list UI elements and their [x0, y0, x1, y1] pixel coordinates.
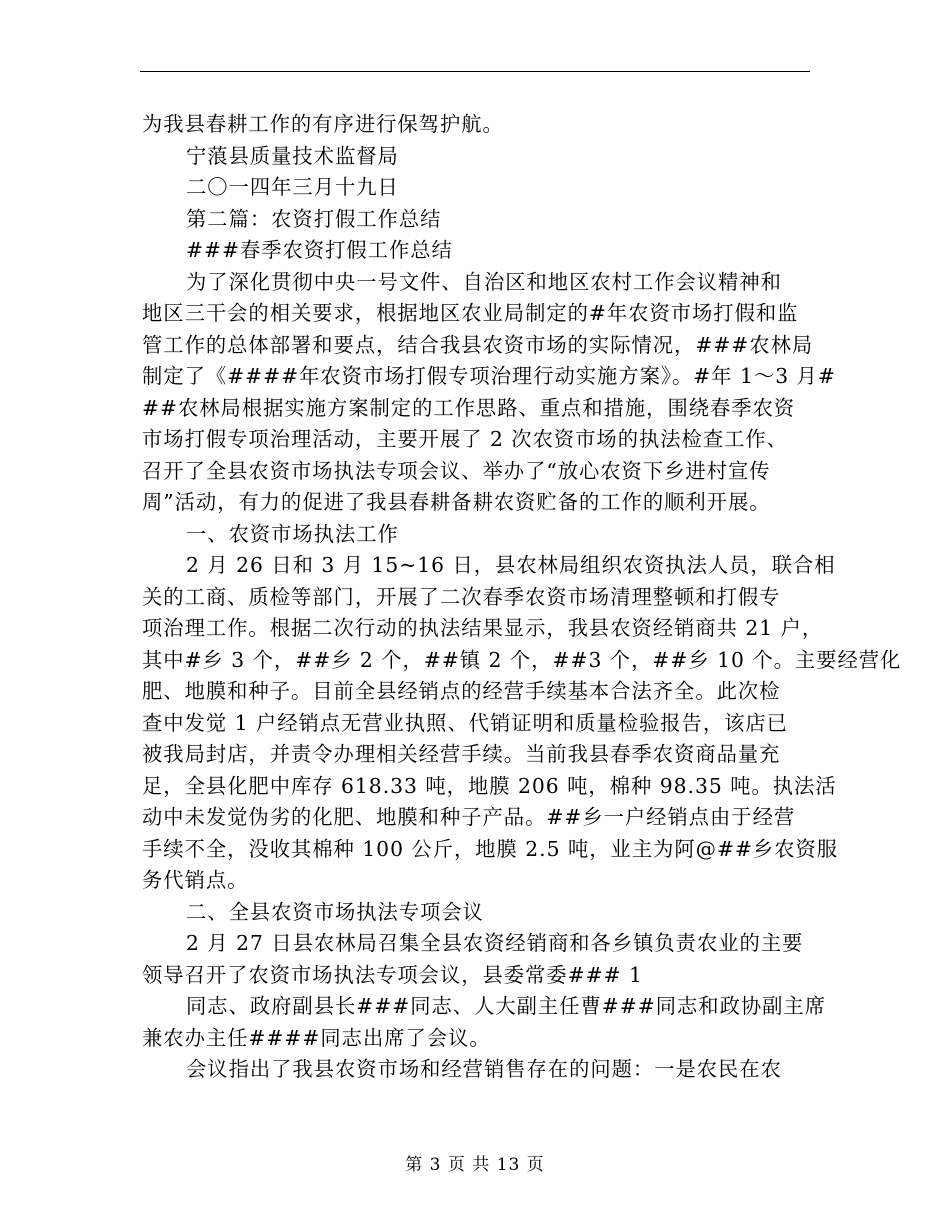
text-line: ##农林局根据实施方案制定的工作思路、重点和措施，围绕春季农资 [142, 395, 796, 420]
text-line: 查中发觉 1 户经销点无营业执照、代销证明和质量检验报告，该店已 [142, 710, 788, 735]
text-line: 制定了《####年农资市场打假专项治理行动实施方案》。#年 1～3 月# [142, 364, 836, 388]
text-line: 二、全县农资市场执法专项会议 [186, 899, 484, 924]
text-line: 为了深化贯彻中央一号文件、自治区和地区农村工作会议精神和 [186, 269, 782, 294]
text-line: 项治理工作。根据二次行动的执法结果显示，我县农资经销商共 21 户， [142, 616, 824, 640]
text-line: 手续不全，没收其棉种 100 公斤，地膜 2.5 吨，业主为阿@##乡农资服 [142, 836, 839, 861]
text-line: 为我县春耕工作的有序进行保驾护航。 [142, 112, 504, 136]
text-line: 足，全县化肥中库存 618.33 吨，地膜 206 吨，棉种 98.35 吨。执法活 [142, 773, 837, 798]
text-line: 管工作的总体部署和要点，结合我县农资市场的实际情况，###农林局 [142, 332, 814, 357]
text-line: 市场打假专项治理活动，主要开展了 2 次农资市场的执法检查工作、 [142, 427, 788, 451]
text-line: 兼农办主任####同志出席了会议。 [142, 1025, 491, 1050]
text-line: 一、农资市场执法工作 [186, 521, 399, 546]
document-body [142, 109, 902, 1086]
text-line: 召开了全县农资市场执法专项会议、举办了“放心农资下乡进村宣传 [142, 458, 771, 483]
text-line: 领导召开了农资市场执法专项会议，县委常委### 1 [142, 962, 643, 987]
text-line: 二〇一四年三月十九日 [186, 175, 399, 199]
text-line: 地区三干会的相关要求，根据地区农业局制定的#年农资市场打假和监 [142, 301, 799, 325]
page-footer: 第 3 页 共 13 页 [405, 1155, 545, 1175]
text-line: 同志、政府副县长###同志、人大副主任曹###同志和政协副主席 [186, 994, 826, 1018]
text-line: 被我局封店，并责令办理相关经营手续。当前我县春季农资商品量充 [142, 742, 781, 766]
text-line: 2 月 27 日县农林局召集全县农资经销商和各乡镇负责农业的主要 [186, 931, 804, 955]
header-rule [140, 71, 810, 72]
text-line: 关的工商、质检等部门，开展了二次春季农资市场清理整顿和打假专 [142, 584, 781, 609]
text-line: 2 月 26 日和 3 月 15~16 日，县农林局组织农资执法人员，联合相 [186, 553, 836, 577]
text-line: 周”活动，有力的促进了我县春耕备耕农资贮备的工作的顺利开展。 [142, 490, 771, 514]
text-line: 动中未发觉伪劣的化肥、地膜和种子产品。##乡一户经销点由于经营 [142, 805, 796, 829]
text-line: 其中#乡 3 个，##乡 2 个，##镇 2 个，##3 个，##乡 10 个。主要经营化 [142, 647, 902, 672]
text-line: 会议指出了我县农资市场和经营销售存在的问题：一是农民在农 [186, 1057, 782, 1081]
text-line: ###春季农资打假工作总结 [186, 238, 453, 262]
text-line: 第二篇：农资打假工作总结 [186, 206, 442, 231]
text-line: 务代销点。 [142, 868, 249, 892]
text-line: 肥、地膜和种子。目前全县经销点的经营手续基本合法齐全。此次检 [142, 679, 781, 703]
text-line: 宁蒗县质量技术监督局 [186, 143, 399, 168]
